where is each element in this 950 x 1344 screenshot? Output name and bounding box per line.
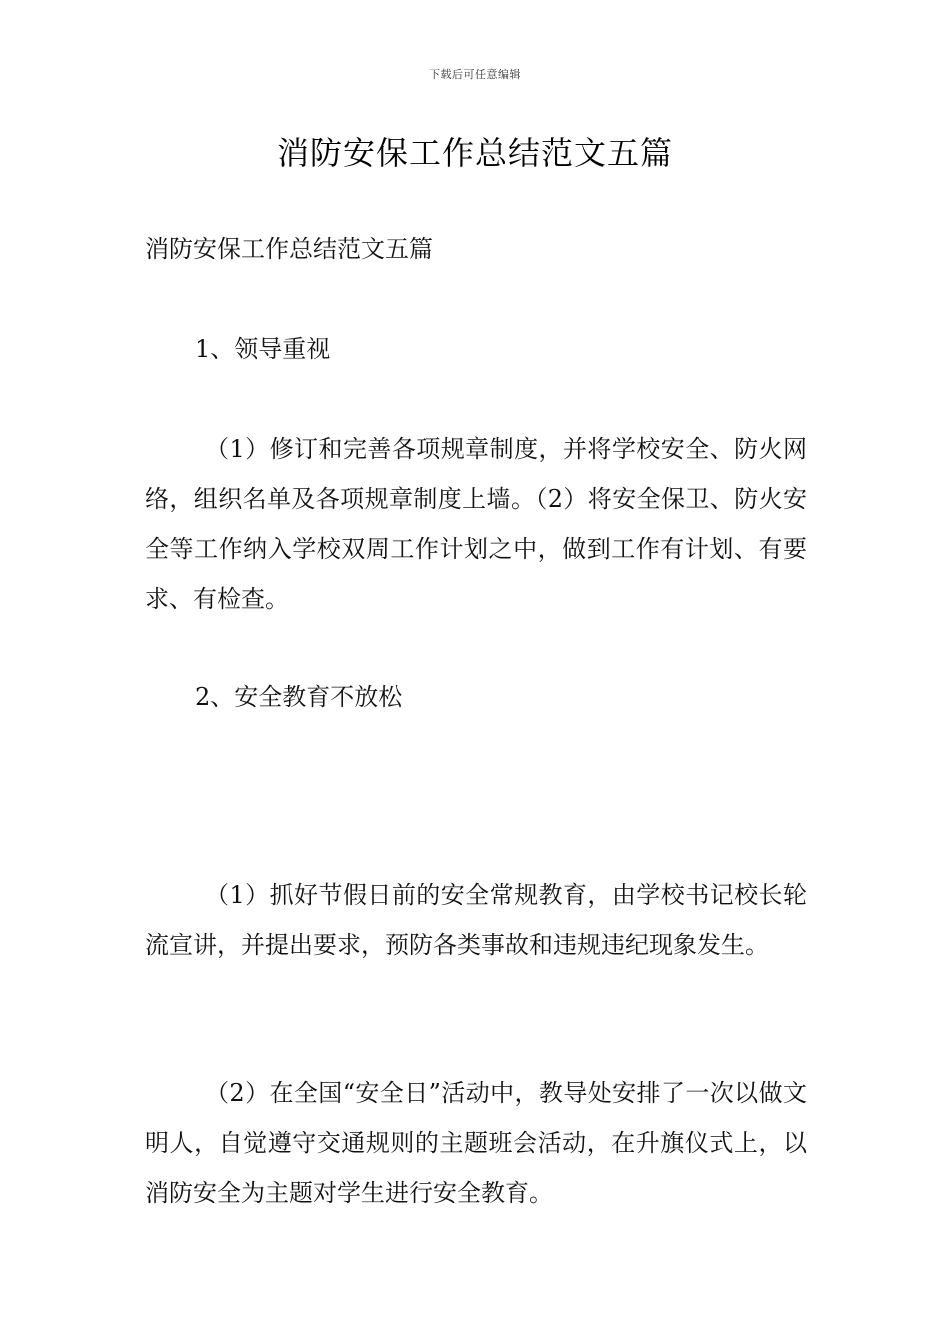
subtitle-block — [145, 224, 807, 274]
section-2-paragraph-1: （1）抓好节假日前的安全常规教育，由学校书记校长轮流宣讲，并提出要求，预防各类事故和违规违纪现象发生。 — [145, 881, 807, 959]
header-note: 下载后可任意编辑 — [429, 68, 521, 81]
section-1-paragraph: （1）修订和完善各项规章制度，并将学校安全、防火网络，组织名单及各项规章制度上墙。（2）将安全保卫、防火安全等工作纳入学校双周工作计划之中，做到工作有计划、有要求、有检查。 — [145, 435, 807, 613]
section-1-heading: 1、领导重视 — [195, 335, 331, 363]
document-subtitle: 消防安保工作总结范文五篇 — [145, 235, 433, 263]
section-2-paragraph-1-block — [145, 870, 807, 970]
section-1-heading-block — [145, 324, 807, 374]
section-1-paragraph-block — [145, 424, 807, 624]
section-2-paragraph-2-block — [145, 1068, 807, 1218]
section-2-paragraph-2: （2）在全国“安全日”活动中，教导处安排了一次以做文明人，自觉遵守交通规则的主题班会活动，在升旗仪式上，以消防安全为主题对学生进行安全教育。 — [145, 1079, 807, 1207]
document-title: 消防安保工作总结范文五篇 — [276, 134, 673, 172]
section-2-heading-block — [145, 672, 807, 722]
section-2-heading: 2、安全教育不放松 — [195, 683, 403, 711]
